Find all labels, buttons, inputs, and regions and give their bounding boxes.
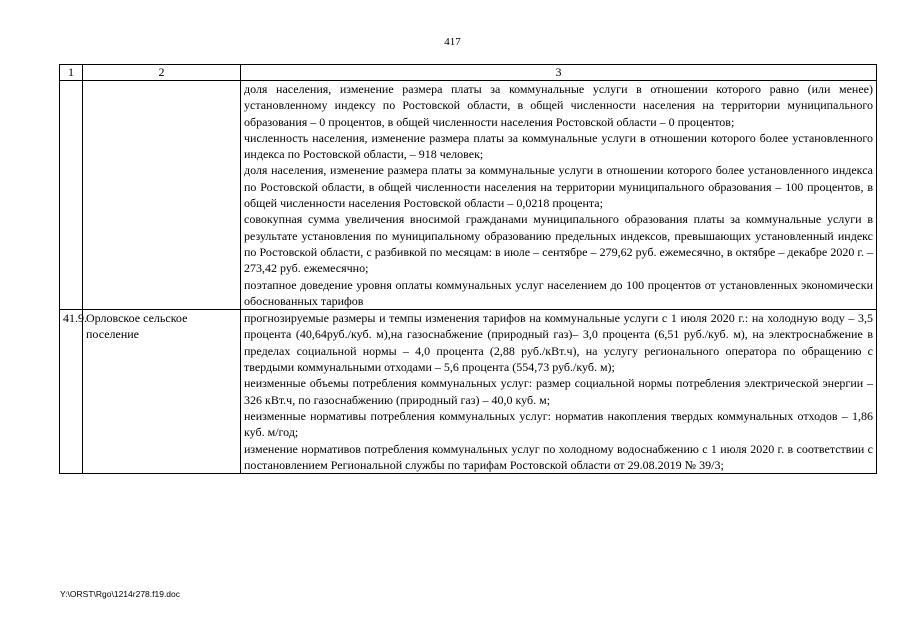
paragraph: численность населения, изменение размера платы за коммунальные услуги в отношении которого более установленного индекса по Ростовской области, – 918 человек; xyxy=(244,130,873,162)
row-name-cell xyxy=(83,81,241,310)
footer-file-path: Y:\ORST\Rgo\1214r278.f19.doc xyxy=(60,589,181,599)
row-number-cell: 41.9. xyxy=(60,310,83,474)
document-table xyxy=(59,64,877,474)
paragraph: доля населения, изменение размера платы за коммунальные услуги в отношении которого более установленного индекса по Ростовской области, в общей численности населения на территории муниципального образования – 100 процентов, в общей численности населения Ростовской области – 0,0218 процента; xyxy=(244,163,873,211)
page-number: 417 xyxy=(444,36,461,48)
column-header-3: 3 xyxy=(241,65,877,81)
paragraph: поэтапное доведение уровня оплаты коммунальных услуг населением до 100 процентов от установленных экономически обоснованных тарифов xyxy=(244,277,873,308)
table-row xyxy=(60,81,877,310)
column-header-2: 2 xyxy=(83,65,241,81)
table-header-row xyxy=(60,65,877,81)
row-description-cell xyxy=(241,81,877,310)
paragraph: неизменные объемы потребления коммунальных услуг: размер социальной нормы потребления электрической энергии – 326 кВт.ч, по газоснабжению (природный газ) – 40,0 куб. м; xyxy=(244,376,873,407)
paragraph: прогнозируемые размеры и темпы изменения тарифов на коммунальные услуги с 1 июля 2020 г.: на холодную воду – 3,5 процента (40,64руб./куб. м),на газоснабжение (природный газ)– 3,0 процента (6,51 руб./куб. м), на электроснабжение в пределах социальной нормы – 4,0 процента (2,88 руб./кВт.ч), на услугу регионального оператора по обращению с твердыми коммунальными отходами – 5,6 процента (554,73 руб./куб. м); xyxy=(244,311,873,375)
paragraph: изменение нормативов потребления коммунальных услуг по холодному водоснабжению с 1 июля 2020 г. в соответствии с постановлением Региональной службы по тарифам Ростовской области от 29.08.2019 № 39/3; xyxy=(244,441,873,472)
row-number-cell xyxy=(60,81,83,310)
paragraph: совокупная сумма увеличения вносимой гражданами муниципального образования платы за коммунальные услуги в результате установления по муниципальному образованию предельных индексов, превышающих установленный индекс по Ростовской области, с разбивкой по месяцам: в июле – сентябре – 279,62 руб. ежемесячно, в октябре – декабре 2020 г. – 273,42 руб. ежемесячно; xyxy=(244,212,873,276)
column-header-1: 1 xyxy=(60,65,83,81)
table-row xyxy=(60,310,877,474)
row-name-cell: Орловское сельское поселение xyxy=(83,310,241,474)
row-description-cell xyxy=(241,310,877,474)
paragraph: доля населения, изменение размера платы за коммунальные услуги в отношении которого равно (или менее) установленному индексу по Ростовской области, в общей численности населения на территории муниципального образования – 0 процентов, в общей численности населения Ростовской области – 0 процентов; xyxy=(244,82,873,129)
paragraph: неизменные нормативы потребления коммунальных услуг: норматив накопления твердых коммунальных отходов – 1,86 куб. м/год; xyxy=(244,408,873,440)
